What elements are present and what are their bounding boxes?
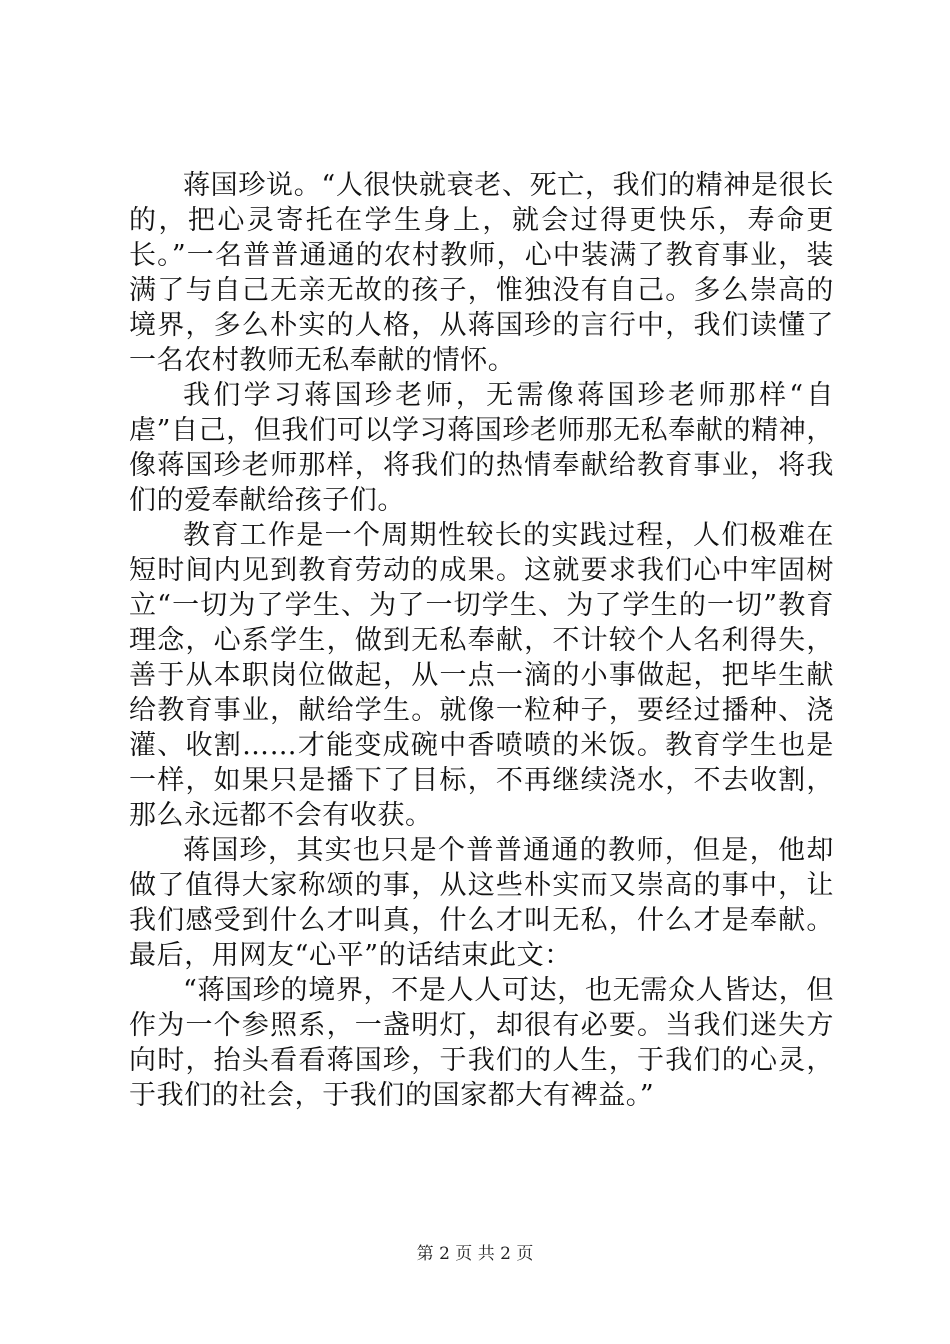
paragraph: 我们学习蒋国珍老师，无需像蒋国珍老师那样“自虐”自己，但我们可以学习蒋国珍老师那无私奉献的精神，像蒋国珍老师那样，将我们的热情奉献给教育事业，将我们的爱奉献给孩子们。 — [129, 380, 834, 516]
quote-paragraph: “蒋国珍的境界，不是人人可达，也无需众人皆达，但作为一个参照系，一盏明灯，却很有必要。当我们迷失方向时，抬头看看蒋国珍，于我们的人生，于我们的心灵，于我们的社会，于我们的国家都大有裨益。” — [129, 975, 834, 1111]
document-body — [129, 168, 834, 1113]
paragraph: 蒋国珍，其实也只是个普普通通的教师，但是，他却做了值得大家称颂的事，从这些朴实而又崇高的事中，让我们感受到什么才叫真，什么才叫无私，什么才是奉献。最后，用网友“心平”的话结束此文： — [129, 835, 834, 971]
page-number-footer: 第 2 页 共 2 页 — [416, 1244, 534, 1264]
paragraph: 蒋国珍说。“人很快就衰老、死亡，我们的精神是很长的，把心灵寄托在学生身上，就会过得更快乐，寿命更长。”一名普普通通的农村教师，心中装满了教育事业，装满了与自己无亲无故的孩子，惟独没有自己。多么崇高的境界，多么朴实的人格，从蒋国珍的言行中，我们读懂了一名农村教师无私奉献的情怀。 — [129, 170, 834, 376]
paragraph: 教育工作是一个周期性较长的实践过程，人们极难在短时间内见到教育劳动的成果。这就要求我们心中牢固树立“一切为了学生、为了一切学生、为了学生的一切”教育理念，心系学生，做到无私奉献，不计较个人名利得失，善于从本职岗位做起，从一点一滴的小事做起，把毕生献给教育事业，献给学生。就像一粒种子，要经过播种、浇灌、收割……才能变成碗中香喷喷的米饭。教育学生也是一样，如果只是播下了目标，不再继续浇水，不去收割，那么永远都不会有收获。 — [129, 520, 834, 831]
